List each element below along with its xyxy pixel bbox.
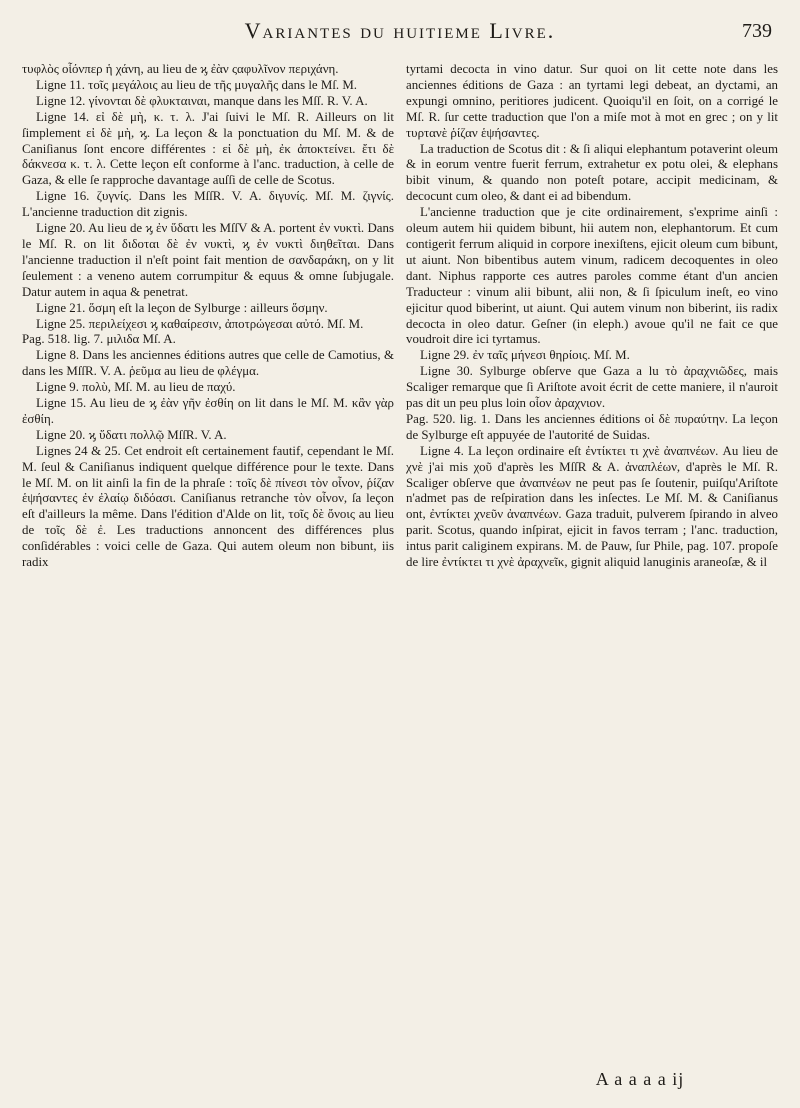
right-column-paragraph: La traduction de Scotus dit : & ſi aliqui elephantum potaverint oleum & in eorum ventre fuerit ferrum, extrahetur ex potu olei, & elephans bibit vinum, & quando non poteſt potare, accipit medicinam, & decocunt cum oleo, & dant ei ad bibendum. bbox=[406, 141, 778, 204]
left-column-paragraph: Ligne 11. τοῖς μεγάλοις au lieu de τῆς μυγαλῆς dans le Mſ. M. bbox=[36, 77, 358, 92]
running-title: Variantes du huitieme Livre. bbox=[244, 18, 556, 43]
left-column-paragraph: Ligne 16. ζυγνίς. Dans les MſſR. V. A. διγυνίς. Mſ. M. ζιγνίς. L'ancienne traduction dit zignis. bbox=[22, 189, 394, 220]
page-number: 739 bbox=[742, 20, 772, 42]
running-head bbox=[0, 12, 800, 52]
text-columns bbox=[22, 62, 778, 1054]
left-column-paragraph: Ligne 25. περιλείχεσι ϗ καθαίρεσιν, ἀποτρώγεσαι αὐτό. Mſ. M. bbox=[36, 316, 364, 331]
right-column bbox=[406, 62, 778, 1054]
left-column-paragraph: Ligne 8. Dans les anciennes éditions autres que celle de Camotius, & dans les MſſR. V. A. ῥεῦμα au lieu de φλέγμα. bbox=[22, 348, 394, 379]
left-column-paragraph: Ligne 20. Au lieu de ϗ ἐν ὕδατι les MſſV & A. portent ἐν νυκτὶ. Dans le Mſ. R. on lit διδοται δὲ ἐν νυκτὶ, ϗ ἐν νυκτὶ διηθεῖται. Dans l'ancienne traduction il n'eſt point fait mention de σανδαράκη, on y lit ſeulement : a veneno autem corrumpitur & equus & omne ſubjugale. Datur autem in aqua & penetrat. bbox=[22, 221, 394, 299]
left-column-paragraph: Pag. 518. lig. 7. μιλιδα Mſ. A. bbox=[22, 332, 176, 347]
left-column-paragraph: Ligne 12. γίνονται δὲ φλυκταιναι, manque dans les Mſſ. R. V. A. bbox=[36, 93, 368, 108]
right-column-paragraph: Ligne 30. Sylburge obſerve que Gaza a lu τὸ ἀραχνιῶδες, mais Scaliger remarque que ſi Ariſtote avoit écrit de cette maniere, il n'auroit pas dit un peu plus loin οἷον ἀραχνιον. bbox=[406, 364, 778, 411]
right-column-paragraph: Ligne 29. ἐν ταῖς μήνεσι θηρίοις. Mſ. M. bbox=[420, 348, 630, 363]
left-column-paragraph: Ligne 15. Au lieu de ϗ ἐὰν γῆν ἐσθίη on lit dans le Mſ. M. κἂν γὰρ ἐσθίη. bbox=[22, 396, 394, 426]
catchword: A a a a a ij bbox=[595, 1069, 685, 1089]
left-column-paragraph: Ligne 21. ὅσμη eſt la leçon de Sylburge : ailleurs ὅσμην. bbox=[36, 300, 328, 315]
left-column-paragraph: Ligne 14. εἰ δὲ μὴ, κ. τ. λ. J'ai ſuivi le Mſ. R. Ailleurs on lit ſimplement εἰ δὲ μὴ, ϗ. La leçon & la ponctuation du Mſ. M. & de Caniſianus ſont encore différentes : εἰ δὲ μὴ, ἐκ ἀποκτείνει. ἔτι δὲ δάκνεσα κ. τ. λ. Cette leçon eſt conforme à l'anc. traduction, à celle de Gaza, & elle ſe rapproche davantage auſſi de celle de Scotus. bbox=[22, 109, 394, 188]
right-column-paragraph: Pag. 520. lig. 1. Dans les anciennes éditions οἱ δὲ πυραύτην. La leçon de Sylburge eſt appuyée de l'autorité de Suidas. bbox=[406, 411, 778, 442]
right-column-paragraph: Ligne 4. La leçon ordinaire eſt ἐντίκτει τι χνὲ ἀναπνέων. Au lieu de χνὲ j'ai mis χοῦ d'après les MſſR & A. ἀναπλέων, d'après le Mſ. R. Scaliger obſerve que ἀναπνέων ne peut pas ſe ſoutenir, puiſqu'Ariſtote n'admet pas de reſpiration dans les inſectes. Le Mſ. M. & Caniſianus ont, ἐντίκτει χνεῦν ἀναπνέων. Gaza traduit, pulverem ſpirando in alveo parit. Scotus, quando inſpirat, ejicit in favos terram ; l'anc. traduction, intus parit caliginem expirans. M. de Pauw, ſur Phile, pag. 107. propoſe de lire ἐντίκτει τι χνὲ ἀραχνεῖκ, gignit aliquid lanuginis araneoſæ, & il bbox=[406, 443, 778, 570]
left-column bbox=[22, 62, 394, 1054]
right-column-paragraph: L'ancienne traduction que je cite ordinairement, s'exprime ainſi : oleum autem hii quidem bibunt, hii autem non, elephantorum. Et cum contigerit ferrum aliquid in corpore inexiſtens, ejicit oleum cum bibunt, ut aiunt. Non bibentibus autem vinum, radicem decoquentes in oleo dant. Niphus rapporte ces autres paroles comme étant d'un ancien Traducteur : vinum alii bibunt, alii non, & ſi ſpiculum ineſt, eo vino ejicitur quod biberint, ut aiunt. Qui autem vinum non biberint, iis radix decocta in oleo datur. Geſner (in eleph.) avoue qu'il ne fait ce que voudroit dire ici tyrtamus. bbox=[406, 205, 778, 347]
left-column-paragraph: Lignes 24 & 25. Cet endroit eſt certainement fautif, cependant le Mſ. M. ſeul & Caniſianus indiquent quelque différence pour le texte. Dans le Mſ. M. on lit ainſi la fin de la phraſe : τοῖς δὲ πίνεσι τὸν οἶνον, ῥίζαν ἑψήσαντες ἐν ἐλαίῳ διδόασι. Caniſianus retranche τὸν οἶνον, ſa leçon eſt d'ailleurs la même. Dans l'édition d'Alde on lit, τοῖς δὲ ὄνοις au lieu de τοῖς δὲ ἐ. Les traductions annoncent des différences plus conſidérables : voici celle de Gaza. Qui autem oleum non bibunt, iis radix bbox=[22, 443, 394, 570]
left-column-paragraph: Ligne 20. ϗ ὕδατι πολλῷ MſſR. V. A. bbox=[36, 427, 227, 442]
right-column-paragraph: tyrtami decocta in vino datur. Sur quoi on lit cette note dans les anciennes éditions de Gaza : an tyrtami legi debeat, an dyctami, an expungi omnino, peritiores judicent. Quoiqu'il en ſoit, on a corrigé le Mſ. R. ſur cette traduction que l'on a miſe mot à mot en grec ; on y lit τυρτανὲ ῥίζαν ἑψήσαντες. bbox=[406, 62, 778, 140]
left-column-paragraph: Ligne 9. πολὺ, Mſ. M. au lieu de παχύ. bbox=[36, 380, 236, 395]
left-column-paragraph: τυφλὸς οἷόνπερ ἡ χάνη, au lieu de ϗ ἐὰν ςαφυλῖνον περιχάνη. bbox=[22, 62, 339, 76]
